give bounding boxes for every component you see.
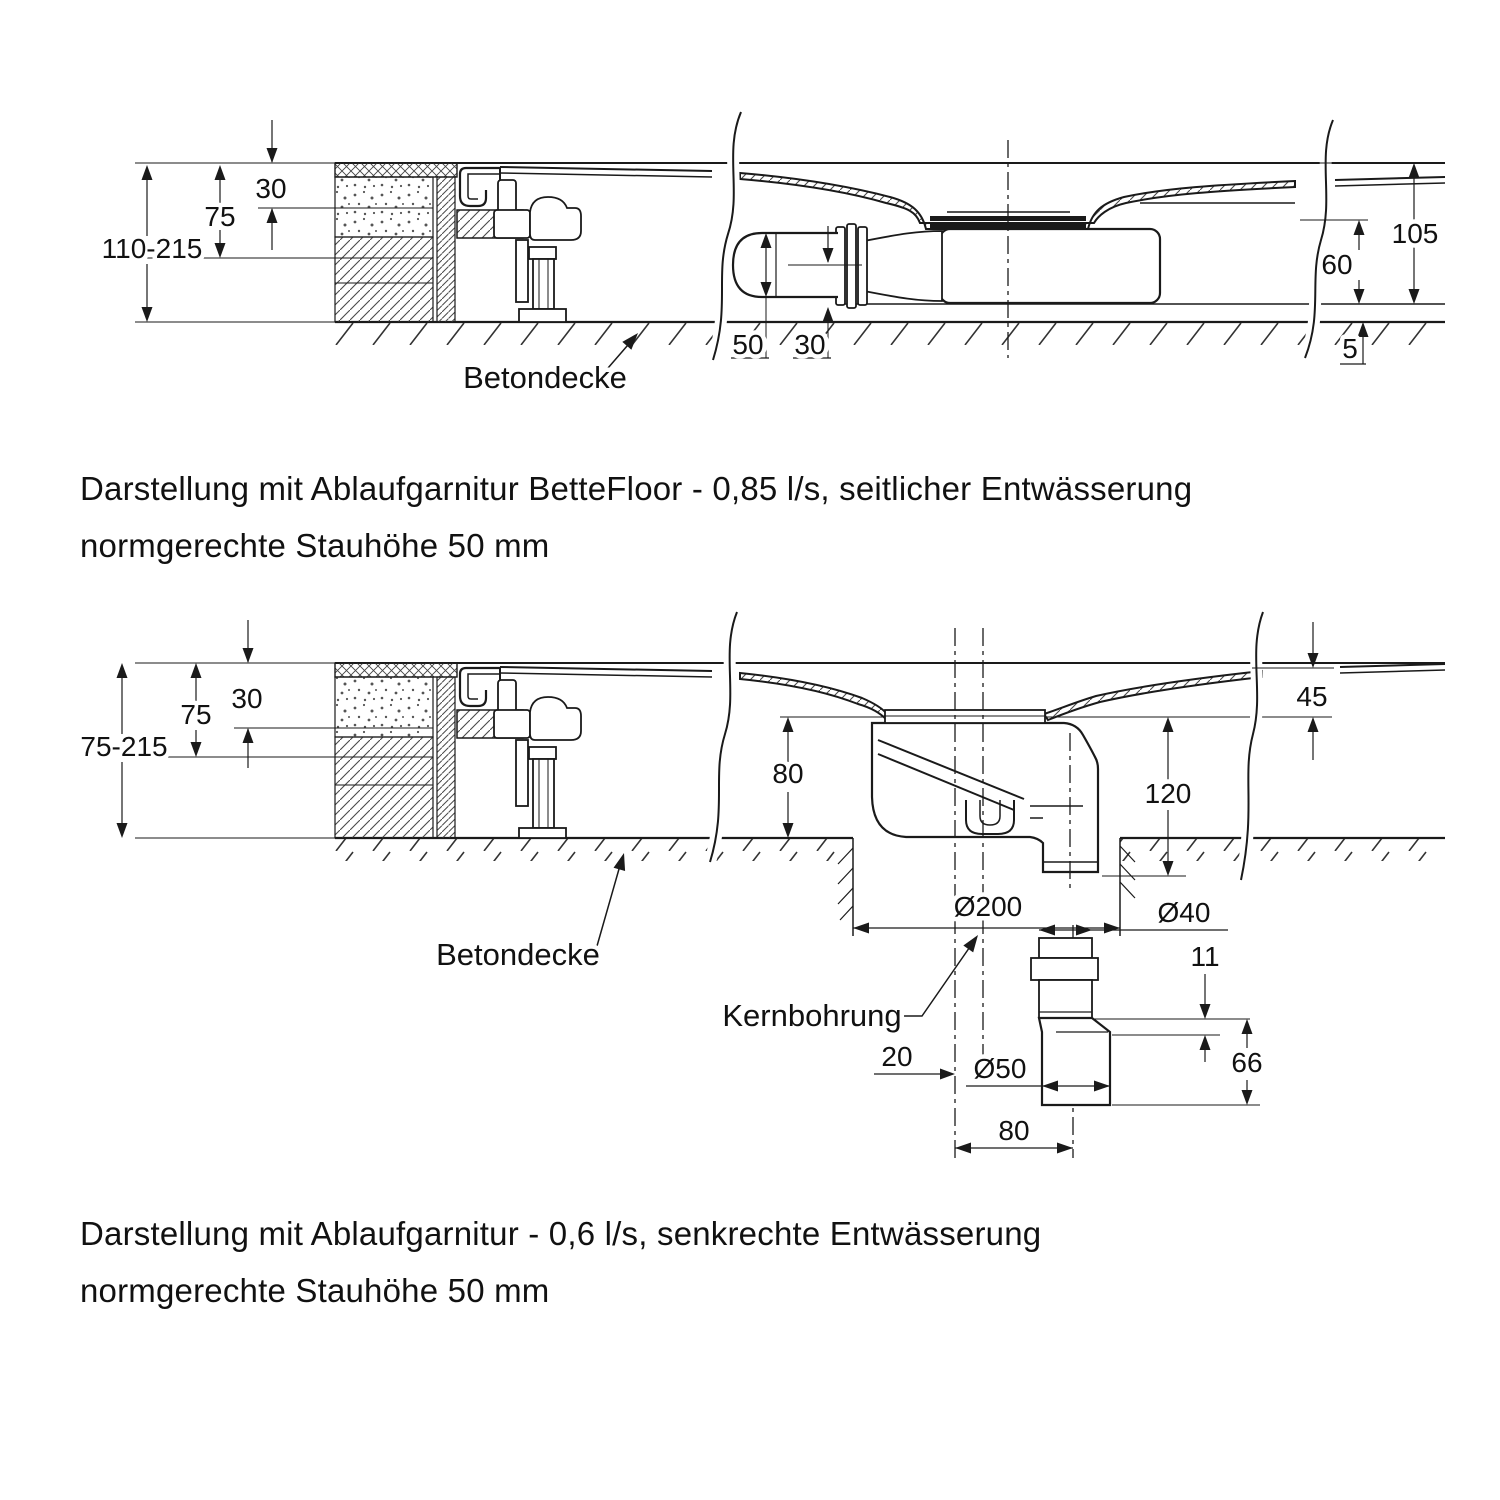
svg-text:75: 75 xyxy=(204,201,236,232)
support-bracket xyxy=(516,240,528,302)
wall-board xyxy=(437,677,455,838)
top-section-view xyxy=(102,112,1445,395)
top-edge-profile xyxy=(457,168,581,322)
svg-text:30: 30 xyxy=(231,683,263,714)
outlet-fitting-detail xyxy=(1031,938,1110,1105)
coupling-ring xyxy=(858,227,867,305)
dimension-total-75-215 xyxy=(80,663,167,838)
svg-text:Betondecke: Betondecke xyxy=(463,360,627,395)
dimension-length-66 xyxy=(1112,1019,1263,1105)
insulation-layer xyxy=(335,737,433,838)
svg-text:Ø200: Ø200 xyxy=(953,891,1023,922)
svg-text:11: 11 xyxy=(1190,941,1220,972)
ground-hatch xyxy=(335,839,853,861)
drain-body xyxy=(940,229,1160,303)
svg-text:50: 50 xyxy=(732,329,764,360)
foot-plate xyxy=(519,828,566,838)
kernbohrung-label xyxy=(722,932,983,1033)
clamp-body xyxy=(494,710,530,738)
fitting-pipe-top xyxy=(1039,938,1092,958)
foot-nut xyxy=(529,247,556,259)
dimension-distance-80 xyxy=(955,1115,1073,1154)
fitting-pipe-bottom xyxy=(1039,1018,1110,1105)
foot-rod xyxy=(533,759,554,828)
top-caption-line2: normgerechte Stauhöhe 50 mm xyxy=(80,527,550,564)
svg-text:Ø50: Ø50 xyxy=(973,1053,1027,1084)
bottom-section-view xyxy=(80,612,1445,1158)
clamp-tab xyxy=(498,680,516,712)
anchor-bracket xyxy=(530,697,581,740)
svg-text:80: 80 xyxy=(998,1115,1030,1146)
svg-text:5: 5 xyxy=(1342,333,1358,364)
svg-text:Ø40: Ø40 xyxy=(1157,897,1211,928)
svg-text:20: 20 xyxy=(881,1041,913,1072)
support-bracket xyxy=(516,740,528,806)
dimension-total-110-215 xyxy=(102,165,203,322)
svg-text:30: 30 xyxy=(794,329,826,360)
svg-text:80: 80 xyxy=(772,758,804,789)
svg-text:45: 45 xyxy=(1296,681,1328,712)
svg-text:75: 75 xyxy=(180,699,212,730)
ground-hatch xyxy=(1120,839,1445,861)
svg-text:Kernbohrung: Kernbohrung xyxy=(722,998,902,1033)
svg-text:75-215: 75-215 xyxy=(80,731,168,762)
svg-text:60: 60 xyxy=(1321,249,1353,280)
insulation-layer xyxy=(335,237,433,322)
dimension-dia-40 xyxy=(1039,897,1228,936)
clamp-body xyxy=(494,210,530,238)
foot-nut xyxy=(529,747,556,759)
svg-text:105: 105 xyxy=(1391,218,1439,249)
drain-spout xyxy=(864,231,942,301)
bottom-wall-assembly xyxy=(335,663,457,838)
dimension-drain-80 xyxy=(772,717,803,838)
tray-steel-section xyxy=(1044,671,1262,720)
bottom-caption-line1: Darstellung mit Ablaufgarnitur - 0,6 l/s, senkrechte Entwässerung xyxy=(80,1215,1042,1252)
coupling-ring xyxy=(847,224,856,308)
foot-rod xyxy=(533,259,554,309)
bottom-caption-line2: normgerechte Stauhöhe 50 mm xyxy=(80,1272,550,1309)
anchor-bracket xyxy=(530,197,581,240)
clamp-tab xyxy=(498,180,516,212)
dimension-tile-30b xyxy=(231,620,335,768)
fitting-flange xyxy=(1031,958,1098,980)
bottom-betondecke-label xyxy=(436,851,630,972)
tile-layer xyxy=(335,663,457,677)
screed-layer xyxy=(335,177,433,237)
svg-text:110-215: 110-215 xyxy=(101,233,203,264)
wall-board xyxy=(437,177,455,322)
top-drain-assembly xyxy=(733,212,1160,308)
svg-text:Betondecke: Betondecke xyxy=(436,937,600,972)
dimension-tile-30 xyxy=(255,120,335,250)
svg-text:66: 66 xyxy=(1231,1047,1263,1078)
dimension-step-11 xyxy=(1094,941,1250,1062)
ground-hatch xyxy=(335,323,1445,345)
bottom-edge-profile xyxy=(457,668,581,838)
dimension-rim-45 xyxy=(1252,622,1334,760)
svg-text:120: 120 xyxy=(1144,778,1192,809)
top-wall-assembly xyxy=(335,163,457,322)
tile-layer xyxy=(335,163,457,177)
svg-text:30: 30 xyxy=(255,173,287,204)
foot-plate xyxy=(519,309,566,322)
bottom-drain-assembly xyxy=(872,710,1098,872)
top-caption-line1: Darstellung mit Ablaufgarnitur BetteFloor - 0,85 l/s, seitlicher Entwässerung xyxy=(80,470,1193,507)
tray-steel-section xyxy=(740,673,887,720)
